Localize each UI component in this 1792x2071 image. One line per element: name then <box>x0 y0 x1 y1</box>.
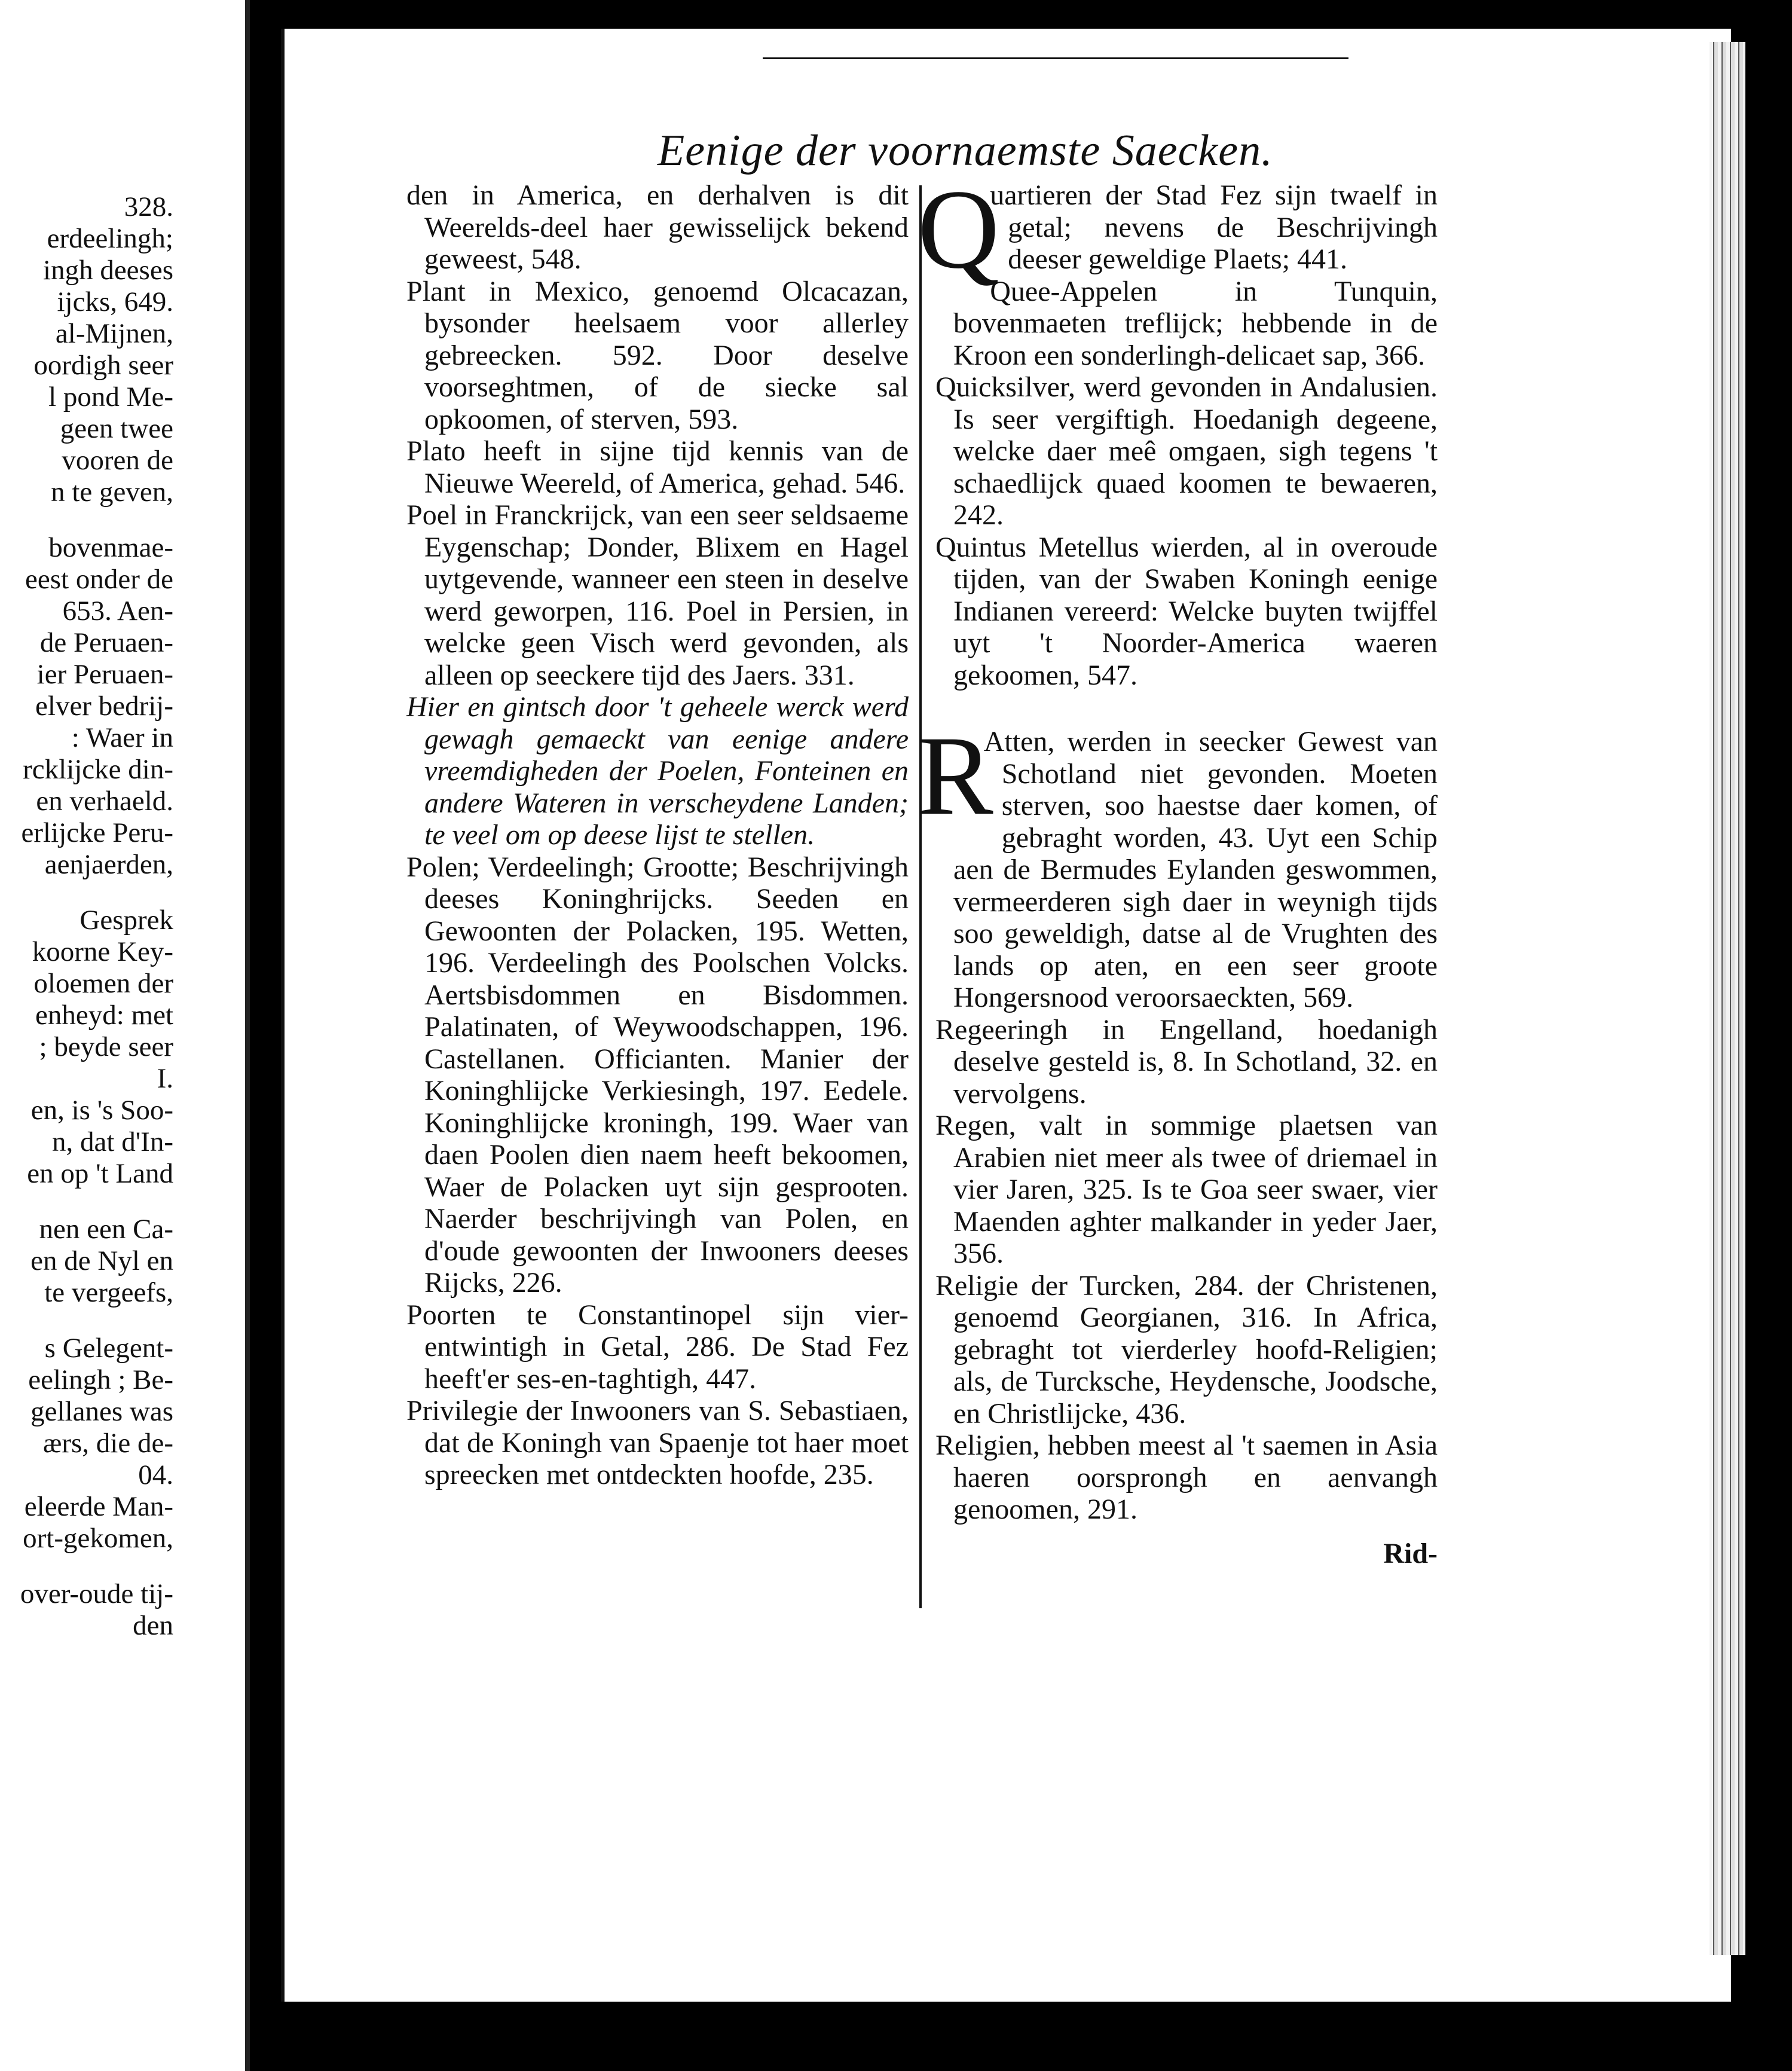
left-fragment: s Gelegent- <box>44 1333 173 1364</box>
left-fragment: Gesprek <box>79 905 173 936</box>
left-page-fragments <box>0 191 173 1642</box>
left-fragment: rcklijcke din- <box>23 754 173 785</box>
fragment-gap <box>0 881 173 905</box>
left-fragment: enheyd: met <box>35 1000 173 1031</box>
index-entry: Religie der Turcken, 284. der Christenen, genoemd Georgianen, 316. In Africa, gebraght tot vierderley hoofd-Religien; als, de Turcksche, Heydensche, Joodsche, en Christlijcke, 436. <box>935 1269 1438 1429</box>
left-fragment: n, dat d'In- <box>52 1126 173 1157</box>
left-fragment: eest onder de <box>25 564 173 595</box>
index-entry: Privilegie der Inwooners van S. Sebastiaen, dat de Koningh van Spaenje tot haer moet spreecken met ontdeckten hoofde, 235. <box>406 1395 909 1490</box>
left-fragment: te vergeefs, <box>44 1277 173 1308</box>
index-column-1 <box>406 179 909 1491</box>
index-entry: Poorten te Constantinopel sijn vier-entwintigh in Getal, 286. De Stad Fez heeft'er ses-en-taghtigh, 447. <box>406 1299 909 1395</box>
left-fragment: en, is 's Soo- <box>30 1095 173 1126</box>
left-fragment: de Peruaen- <box>39 627 173 658</box>
fragment-gap <box>0 508 173 532</box>
left-fragment: vooren de <box>62 445 173 476</box>
left-fragment: oordigh seer <box>33 350 173 381</box>
left-fragment: nen een Ca- <box>39 1214 173 1245</box>
left-fragment: koorne Key- <box>32 936 173 967</box>
left-fragment: l pond Me- <box>48 381 173 413</box>
left-fragment: en de Nyl en <box>30 1245 173 1276</box>
fragment-gap <box>0 1554 173 1578</box>
index-entry-quartieren <box>918 167 1438 292</box>
index-entry: Regeeringh in Engelland, hoedanigh deselve gesteld is, 8. In Schotland, 32. en vervolgens. <box>935 1013 1438 1110</box>
left-fragment: oloemen der <box>33 968 173 999</box>
left-fragment: ingh deeses <box>43 255 173 286</box>
left-fragment: I. <box>157 1063 173 1094</box>
left-fragment: eelingh ; Be- <box>28 1364 173 1395</box>
index-column-2 <box>918 167 1438 1569</box>
index-entry: Plato heeft in sijne tijd kennis van de Nieuwe Weereld, of America, gehad. 546. <box>406 435 909 499</box>
left-fragment: bovenmae- <box>48 532 173 563</box>
left-fragment: 04. <box>138 1459 173 1490</box>
left-fragment: den <box>133 1610 173 1641</box>
left-page-edge <box>245 0 250 2071</box>
index-entry: Religien, hebben meest al 't saemen in Asia haeren oorsprongh en aenvangh genoomen, 291. <box>935 1429 1438 1525</box>
left-fragment: erlijcke Peru- <box>21 817 173 848</box>
left-fragment: ijcks, 649. <box>57 286 173 317</box>
index-entry: den in America, en derhalven is dit Weerelds-deel haer gewisselijck bekend geweest, 548. <box>406 179 909 275</box>
left-fragment: gellanes was <box>30 1396 173 1427</box>
left-fragment: aenjaerden, <box>44 849 173 880</box>
left-fragment: erdeelingh; <box>47 223 173 254</box>
index-entry: Hier en gintsch door 't geheele werck werd gewagh gemaeckt van eenige andere vreemdigheden der Poelen, Fonteinen en andere Wateren in verscheydene Landen; te veel om op deese lijst te stellen. <box>406 691 909 851</box>
left-page <box>0 0 250 2071</box>
index-entry: Plant in Mexico, genoemd Olcacazan, bysonder heelsaem voor allerley gebreecken. 592. Door deselve voorseghtmen, of de siecke sal opkoomen, of sterven, 593. <box>406 275 909 435</box>
drop-cap-q: Q <box>918 167 1000 292</box>
left-fragment: elver bedrij- <box>35 691 173 722</box>
left-fragment: al-Mijnen, <box>55 318 173 349</box>
drop-cap-r: R <box>918 713 993 839</box>
left-fragment: over-oude tij- <box>20 1578 173 1609</box>
left-fragment: n te geven, <box>51 476 173 508</box>
column-rule <box>919 185 922 1608</box>
left-fragment: 653. Aen- <box>62 595 173 627</box>
index-entry: Regen, valt in sommige plaetsen van Arabien niet meer als twee of driemael in vier Jaren, 325. Is te Goa seer swaer, vier Maenden aghter malkander in yeder Jaer, 356. <box>935 1110 1438 1269</box>
index-entry: Quicksilver, werd gevonden in Andalusien. Is seer vergiftigh. Hoedanigh degeene, welcke daer meê omgaen, sigh tegens 't schaedlijck quaed koomen te bewaeren, 242. <box>935 371 1438 531</box>
entry-text: uartieren der Stad Fez sijn twaelf in getal; nevens de Beschrijvingh deeser geweldige Plaets; 441. <box>990 179 1438 275</box>
left-fragment: eleerde Man- <box>24 1491 173 1522</box>
left-fragment: ier Peruaen- <box>36 659 173 690</box>
index-entry: Polen; Verdeelingh; Grootte; Beschrijvingh deeses Koninghrijcks. Seeden en Gewoonten der Polacken, 195. Wetten, 196. Verdeelingh des Poolschen Volcks. Aertsbisdommen en Bisdommen. Palatinaten, of Weywoodschappen, 196. Castellanen. Officianten. Manier der Koninghlijcke Verkiesingh, 197. Eedele. Koninghlijcke kroningh, 199. Waer van daen Poolen dien naem heeft bekoomen, Waer de Polacken uyt sijn gesprooten. Naerder beschrijvingh van Polen, en d'oude gewoonten der Inwooners deeses Rijcks, 226. <box>406 851 909 1299</box>
left-fragment: 328. <box>124 191 173 222</box>
left-fragment: en verhaeld. <box>36 786 173 817</box>
running-head: Eenige der voornaemste Saecken. <box>658 126 1273 175</box>
left-fragment: en op 't Land <box>27 1158 173 1189</box>
left-fragment: ærs, die de- <box>43 1428 173 1459</box>
fragment-gap <box>0 1309 173 1333</box>
index-entry: Poel in Franckrijck, van een seer seldsaeme Eygenschap; Donder, Blixem en Hagel uytgevende, wanneer een steen in deselve werd geworpen, 116. Poel in Persien, in welcke geen Visch werd gevonden, als alleen op seeckere tijd des Jaers. 331. <box>406 499 909 691</box>
left-fragment: : Waer in <box>71 722 173 753</box>
index-entry: Quintus Metellus wierden, al in overoude tijden, van der Swaben Koningh eenige Indianen vereerd: Welcke buyten twijffel uyt 't Noorder-America waeren gekoomen, 547. <box>935 531 1438 691</box>
index-entry: Quee-Appelen in Tunquin, bovenmaeten treflijck; hebbende in de Kroon een sonderlingh-delicaet sap, 366. <box>953 275 1438 371</box>
fragment-gap <box>0 1190 173 1214</box>
left-fragment: geen twee <box>60 413 173 444</box>
page-edge-stack <box>1710 42 1745 1955</box>
catchword: Rid- <box>1383 1537 1438 1569</box>
entry-text: Atten, werden in seecker Gewest van Schotland niet gevonden. Moeten sterven, soo haestse daer komen, of gebraght worden, 43. Uyt een Schip aen de Bermudes Eylanden geswommen, vermeerderen sigh daer in weynigh tijds soo geweldigh, datse al de Vrughten des lands op aten, en een seer groote Hongersnood veroorsaeckten, 569. <box>953 726 1438 1013</box>
left-fragment: ort-gekomen, <box>23 1523 173 1554</box>
index-entry-ratten <box>918 713 1438 1014</box>
left-fragment: ; beyde seer <box>39 1031 173 1062</box>
page-top-tab <box>763 29 1348 59</box>
